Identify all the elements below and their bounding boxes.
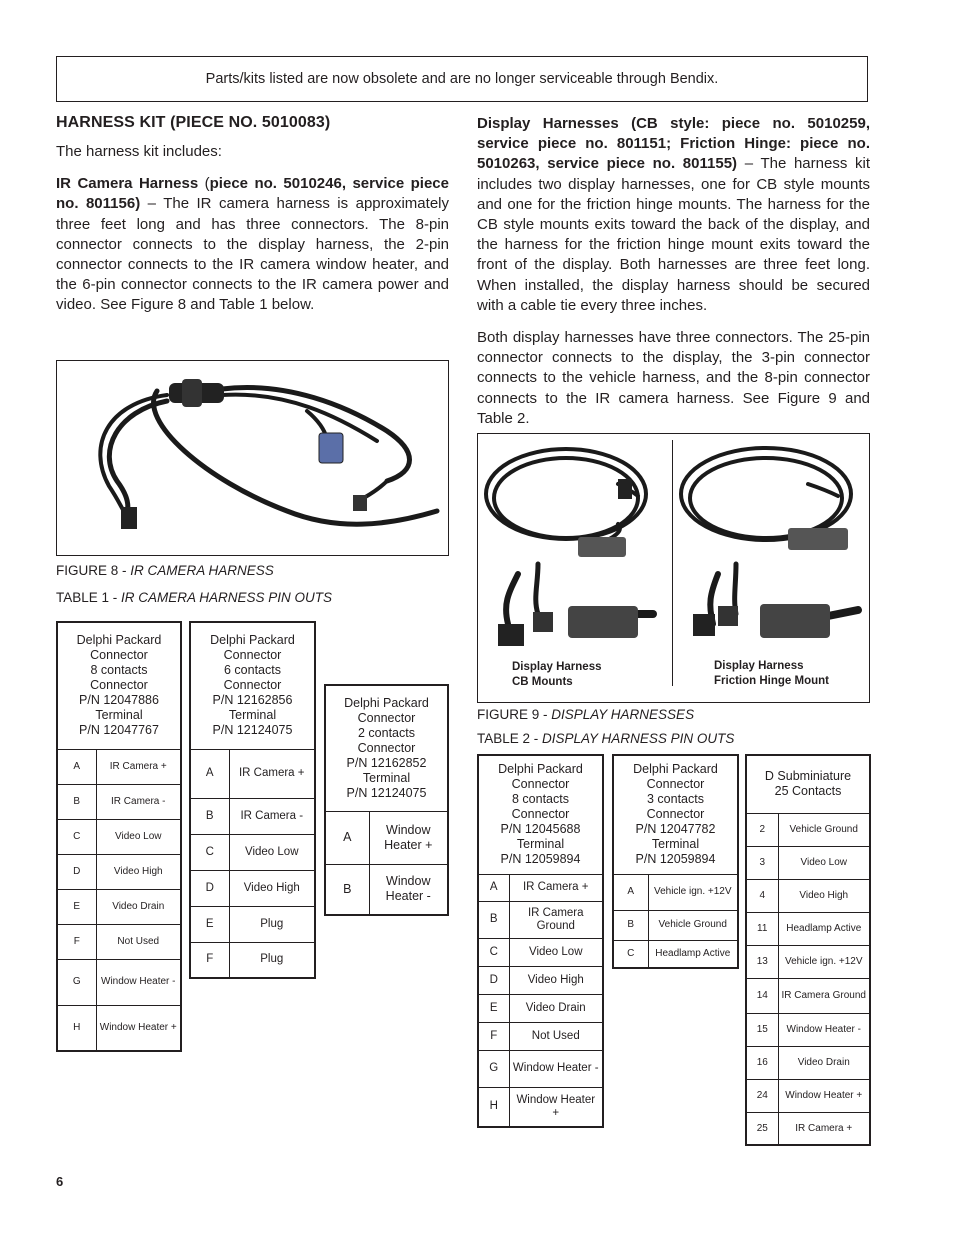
- table-row: [57, 1005, 181, 1051]
- table-row: [478, 1050, 603, 1087]
- ir-harness-label: IR Camera Harness: [56, 175, 199, 193]
- table-row: [57, 959, 181, 1005]
- table-row: [746, 912, 870, 945]
- table-row: [190, 870, 315, 906]
- table-2-caption: TABLE 2 - DISPLAY HARNESS PIN OUTS: [477, 731, 735, 746]
- table-cell: D: [190, 870, 229, 906]
- table-row: [746, 1079, 870, 1112]
- table-cell: F: [57, 924, 96, 959]
- table-cell: Video Drain: [96, 889, 181, 924]
- table-cell: Window Heater +: [778, 1079, 870, 1112]
- table-cell: Window Heater -: [509, 1050, 603, 1087]
- display-harness-part-numbers: Display Harnesses (CB style: piece no. 5010259, service piece no. 801151; Friction Hinge: piece no. 5010263, service piece no. 801155): [477, 115, 870, 173]
- table1-2pin-connector: [324, 684, 449, 916]
- table-cell: F: [190, 942, 229, 978]
- table-cell: Window Heater +: [369, 811, 448, 864]
- table-row: [613, 910, 738, 940]
- table-cell: B: [57, 784, 96, 819]
- table-row: [613, 874, 738, 910]
- table-row: [746, 945, 870, 978]
- table-row: [478, 994, 603, 1022]
- table1-6pin-connector: [189, 621, 316, 979]
- table-cell: 15: [746, 1013, 778, 1046]
- obsolete-notice: Parts/kits listed are now obsolete and are no longer serviceable through Bendix.: [56, 56, 868, 102]
- intro-text: The harness kit includes:: [56, 143, 222, 160]
- table-cell: Video High: [509, 966, 603, 994]
- figure-9-display-harnesses-photo: [477, 433, 870, 703]
- table-cell: E: [190, 906, 229, 942]
- table-cell: G: [57, 959, 96, 1005]
- table-cell: Not Used: [96, 924, 181, 959]
- table-cell: C: [57, 819, 96, 854]
- friction-hinge-label: Display Harness Friction Hinge Mount: [714, 660, 829, 687]
- table-cell: F: [478, 1022, 509, 1050]
- table-cell: 16: [746, 1046, 778, 1079]
- table-row: [478, 1022, 603, 1050]
- ir-harness-description: – The IR camera harness is approximately three feet long and has three connectors. The 8-pin connector connects to the display harness, the 2-pin connector connects to the IR camera window heater, and the 6-pin connector connects to the IR camera power and video. See Figure 8 and Table 1 below.: [56, 195, 449, 314]
- table-cell: 14: [746, 978, 778, 1013]
- figure-9-caption: FIGURE 9 - DISPLAY HARNESSES: [477, 707, 695, 722]
- table-cell: C: [478, 938, 509, 966]
- table-cell: Video High: [96, 854, 181, 889]
- table-cell: Plug: [229, 942, 315, 978]
- table2-8pin-header: Delphi Packard Connector 8 contacts Connector P/N 12045688 Terminal P/N 12059894: [478, 755, 603, 874]
- table-cell: B: [613, 910, 648, 940]
- display-harness-description: – The harness kit includes two display harnesses, one for CB style mounts and one for the friction hinge mounts. The harness for the CB style mounts exits toward the back of the display, and the harness for the friction hinge mount exits toward the front of the display. Both harnesses are three feet long. When installed, the display harness should be secured with a cable tie every three inches.: [477, 155, 870, 314]
- table-cell: 11: [746, 912, 778, 945]
- table-cell: B: [325, 864, 369, 915]
- table-cell: Video High: [229, 870, 315, 906]
- table-row: [613, 940, 738, 968]
- table-row: [325, 811, 448, 864]
- table-cell: IR Camera -: [229, 798, 315, 834]
- table-cell: B: [478, 901, 509, 938]
- table1-8pin-connector: [56, 621, 182, 1052]
- table-cell: A: [190, 749, 229, 798]
- table-cell: Video Low: [229, 834, 315, 870]
- table-cell: IR Camera Ground: [509, 901, 603, 938]
- table1-8pin-header: Delphi Packard Connector 8 contacts Connector P/N 12047886 Terminal P/N 12047767: [57, 622, 181, 749]
- table-cell: 13: [746, 945, 778, 978]
- table-row: [190, 834, 315, 870]
- table-cell: Window Heater -: [778, 1013, 870, 1046]
- table-cell: IR Camera +: [96, 749, 181, 784]
- table-cell: 2: [746, 813, 778, 846]
- figure-8-caption: FIGURE 8 - IR CAMERA HARNESS: [56, 563, 274, 578]
- cb-mounts-label: Display Harness CB Mounts: [512, 661, 602, 688]
- table-row: [57, 784, 181, 819]
- table-row: [478, 938, 603, 966]
- table-cell: Video Low: [96, 819, 181, 854]
- table-cell: D: [57, 854, 96, 889]
- table-row: [190, 906, 315, 942]
- table-row: [746, 978, 870, 1013]
- table-row: [325, 864, 448, 915]
- table-cell: Video Drain: [509, 994, 603, 1022]
- connectors-paragraph: Both display harnesses have three connectors. The 25-pin connector connects to the display, the 3-pin connector connects to the vehicle harness, and the 8-pin connector connects to the IR camera harness. See Figure 9 and Table 2.: [477, 329, 870, 427]
- table-row: [57, 749, 181, 784]
- table-row: [478, 874, 603, 901]
- table-cell: A: [325, 811, 369, 864]
- table-cell: IR Camera +: [778, 1112, 870, 1145]
- figure-9-divider: [672, 440, 673, 686]
- table2-3pin-header: Delphi Packard Connector 3 contacts Connector P/N 12047782 Terminal P/N 12059894: [613, 755, 738, 874]
- table-row: [746, 846, 870, 879]
- ir-camera-harness-illustration: [57, 361, 448, 555]
- table-cell: Window Heater +: [509, 1087, 603, 1127]
- table-cell: C: [190, 834, 229, 870]
- table2-8pin-connector: [477, 754, 604, 1128]
- table-cell: IR Camera -: [96, 784, 181, 819]
- table-row: [478, 901, 603, 938]
- table-cell: H: [478, 1087, 509, 1127]
- table-cell: H: [57, 1005, 96, 1051]
- table-row: [746, 879, 870, 912]
- figure-8-ir-camera-harness-photo: [56, 360, 449, 556]
- page-number: 6: [56, 1174, 64, 1189]
- table-row: [746, 1112, 870, 1145]
- table-cell: 4: [746, 879, 778, 912]
- table-cell: 24: [746, 1079, 778, 1112]
- table-cell: Window Heater +: [96, 1005, 181, 1051]
- display-harness-paragraph: [477, 114, 870, 316]
- table-cell: Video Low: [509, 938, 603, 966]
- ir-harness-part-numbers: piece no. 5010246, service piece no. 801156): [56, 175, 449, 213]
- table2-25pin-connector: [745, 754, 871, 1146]
- table-cell: IR Camera +: [509, 874, 603, 901]
- table-cell: Video High: [778, 879, 870, 912]
- table-1-caption: TABLE 1 - IR CAMERA HARNESS PIN OUTS: [56, 590, 333, 605]
- table-cell: Plug: [229, 906, 315, 942]
- table-row: [478, 966, 603, 994]
- table-row: [57, 924, 181, 959]
- table-cell: B: [190, 798, 229, 834]
- table-row: [190, 942, 315, 978]
- table-cell: A: [478, 874, 509, 901]
- table-cell: IR Camera Ground: [778, 978, 870, 1013]
- table-cell: Window Heater -: [369, 864, 448, 915]
- table-cell: IR Camera +: [229, 749, 315, 798]
- left-column: [56, 114, 449, 316]
- table-cell: Window Heater -: [96, 959, 181, 1005]
- right-column: [477, 114, 870, 429]
- table-cell: G: [478, 1050, 509, 1087]
- table-cell: 3: [746, 846, 778, 879]
- table-cell: E: [57, 889, 96, 924]
- table-row: [57, 854, 181, 889]
- table-row: [746, 1046, 870, 1079]
- table-cell: E: [478, 994, 509, 1022]
- table-cell: A: [57, 749, 96, 784]
- table-row: [57, 819, 181, 854]
- table-cell: Headlamp Active: [778, 912, 870, 945]
- table-cell: D: [478, 966, 509, 994]
- table-row: [746, 813, 870, 846]
- table1-6pin-header: Delphi Packard Connector 6 contacts Connector P/N 12162856 Terminal P/N 12124075: [190, 622, 315, 749]
- table-cell: 25: [746, 1112, 778, 1145]
- table2-3pin-connector: [612, 754, 739, 969]
- table-row: [190, 798, 315, 834]
- table-row: [478, 1087, 603, 1127]
- table-cell: Vehicle Ground: [648, 910, 738, 940]
- table-cell: Vehicle Ground: [778, 813, 870, 846]
- table-cell: Not Used: [509, 1022, 603, 1050]
- table-row: [57, 889, 181, 924]
- table-row: [746, 1013, 870, 1046]
- table-cell: C: [613, 940, 648, 968]
- table-cell: Headlamp Active: [648, 940, 738, 968]
- table-cell: Vehicle ign. +12V: [778, 945, 870, 978]
- table-cell: Vehicle ign. +12V: [648, 874, 738, 910]
- table-row: [190, 749, 315, 798]
- table-cell: A: [613, 874, 648, 910]
- table-cell: Video Drain: [778, 1046, 870, 1079]
- harness-kit-heading: HARNESS KIT (PIECE NO. 5010083): [56, 114, 331, 131]
- table2-25pin-header: D Subminiature 25 Contacts: [746, 755, 870, 813]
- table1-2pin-header: Delphi Packard Connector 2 contacts Connector P/N 12162852 Terminal P/N 12124075: [325, 685, 448, 811]
- table-cell: Video Low: [778, 846, 870, 879]
- ir-camera-harness-paragraph: IR Camera Harness (piece no. 5010246, service piece no. 801156) – The IR camera harness is approximately three feet long and has three connectors. The 8-pin connector connects to the display harness, the 2-pin connector connects to the IR camera window heater, and the 6-pin connector connects to the IR camera power and video. See Figure 8 and Table 1 below.: [56, 175, 449, 314]
